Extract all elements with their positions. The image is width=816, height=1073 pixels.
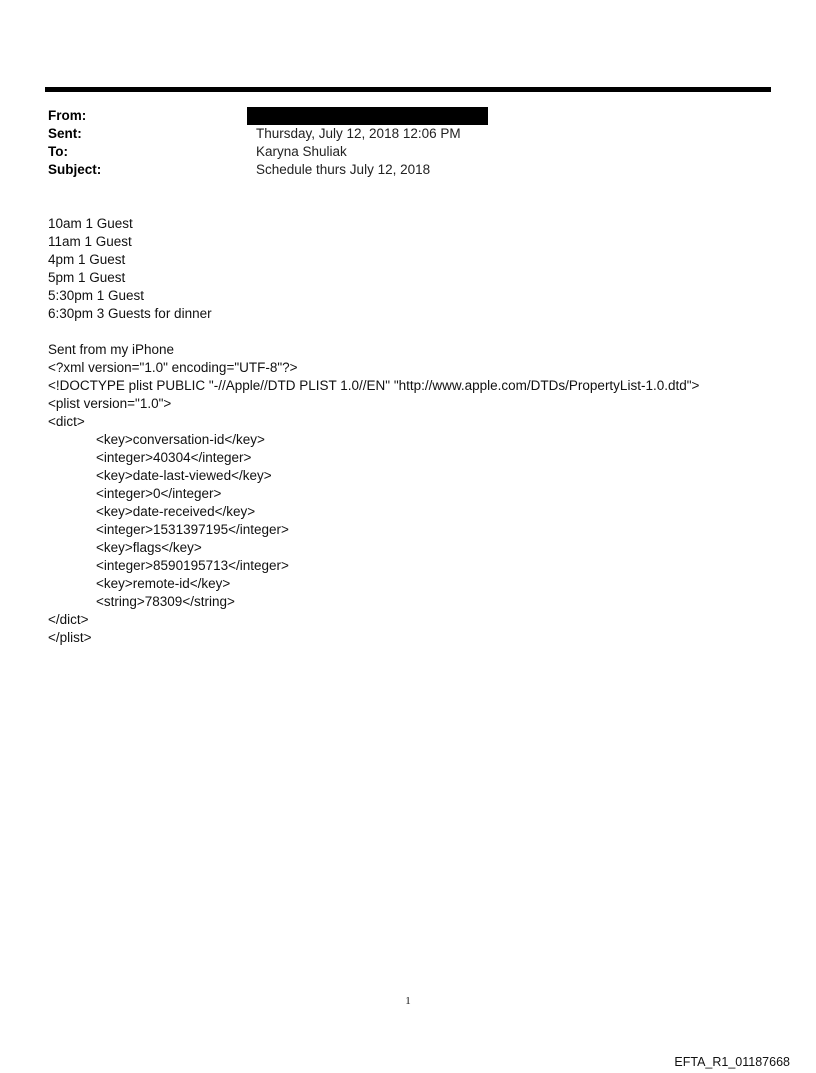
signature-line: Sent from my iPhone: [48, 342, 175, 357]
email-header: [48, 107, 768, 179]
subject-value: Schedule thurs July 12, 2018: [256, 162, 431, 177]
plist-entry: <integer>8590195713</integer>: [96, 558, 289, 573]
plist-close-tag: </plist>: [48, 630, 92, 645]
xml-declaration: <?xml version="1.0" encoding="UTF-8"?>: [48, 360, 298, 375]
plist-entry: <integer>1531397195</integer>: [96, 522, 289, 537]
schedule-line: 5pm 1 Guest: [48, 270, 126, 285]
plist-entry: <integer>40304</integer>: [96, 450, 252, 465]
sent-value: Thursday, July 12, 2018 12:06 PM: [256, 126, 461, 141]
schedule-line: 10am 1 Guest: [48, 216, 133, 231]
plist-entry: <key>flags</key>: [96, 540, 202, 555]
blank-line: [48, 323, 768, 341]
from-label: From:: [48, 108, 87, 123]
plist-entry: <integer>0</integer>: [96, 486, 222, 501]
to-value: Karyna Shuliak: [256, 144, 347, 159]
schedule-line: 5:30pm 1 Guest: [48, 288, 145, 303]
plist-entry: <string>78309</string>: [96, 594, 235, 609]
from-row: [48, 107, 768, 125]
subject-label: Subject:: [48, 162, 102, 177]
plist-entry: <key>conversation-id</key>: [96, 432, 265, 447]
redaction-bar: [247, 107, 488, 125]
to-label: To:: [48, 144, 68, 159]
schedule-line: 6:30pm 3 Guests for dinner: [48, 306, 212, 321]
bates-number: EFTA_R1_01187668: [674, 1055, 790, 1069]
schedule-line: 11am 1 Guest: [48, 234, 132, 249]
plist-entry: <key>remote-id</key>: [96, 576, 231, 591]
dict-close-tag: </dict>: [48, 612, 89, 627]
email-body: [48, 215, 768, 647]
dict-open-tag: <dict>: [48, 414, 85, 429]
header-rule: [45, 87, 771, 92]
to-row: [48, 143, 768, 161]
sent-row: [48, 125, 768, 143]
schedule-line: 4pm 1 Guest: [48, 252, 126, 267]
subject-row: [48, 161, 768, 179]
plist-entry: <key>date-received</key>: [96, 504, 256, 519]
plist-open-tag: <plist version="1.0">: [48, 396, 172, 411]
xml-doctype: <!DOCTYPE plist PUBLIC "-//Apple//DTD PLIST 1.0//EN" "http://www.apple.com/DTDs/PropertyList-1.0.dtd">: [48, 378, 700, 393]
sent-label: Sent:: [48, 126, 82, 141]
plist-entry: <key>date-last-viewed</key>: [96, 468, 272, 483]
page-number: 1: [405, 995, 411, 1007]
